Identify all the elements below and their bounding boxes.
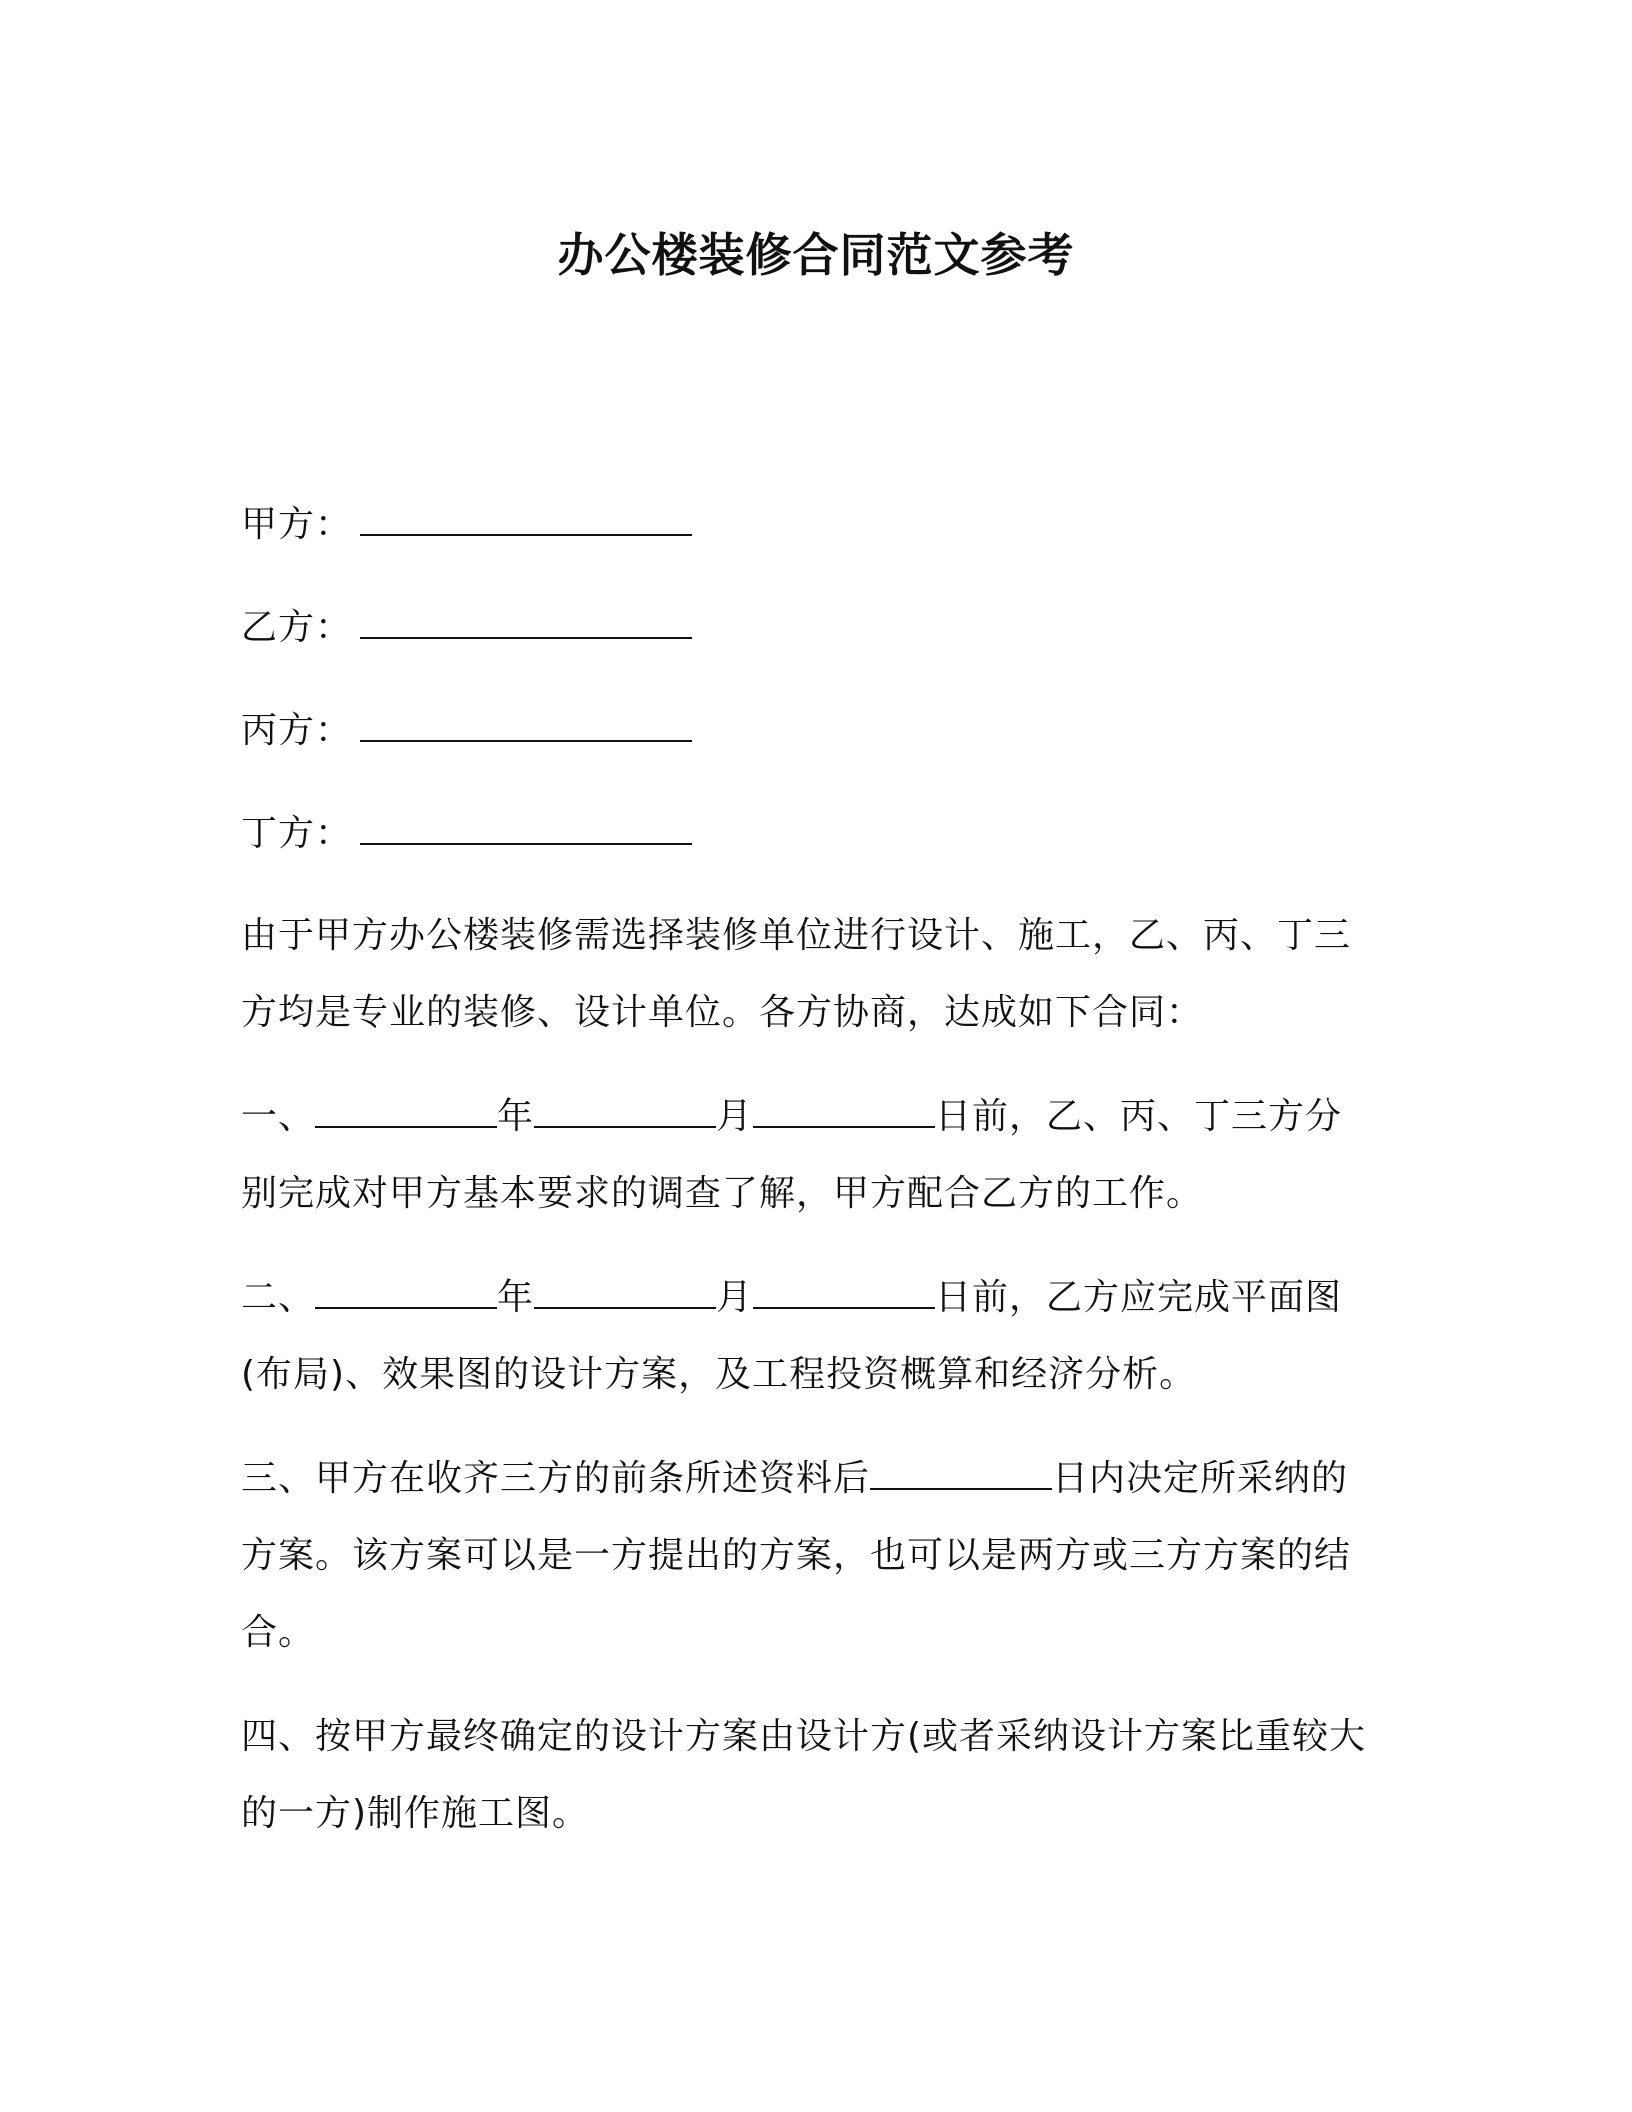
clause-3 <box>241 1440 1376 1671</box>
clause-2 <box>241 1259 1376 1413</box>
clause-1-day-blank <box>753 1094 935 1128</box>
party-c-blank <box>360 708 692 742</box>
party-a-line <box>241 495 692 555</box>
party-d-label: 丁方： <box>241 813 353 854</box>
intro-paragraph: 由于甲方办公楼装修需选择装修单位进行设计、施工，乙、丙、丁三方均是专业的装修、设计单位。各方协商，达成如下合同： <box>241 915 1352 1033</box>
party-b-line <box>241 598 692 658</box>
clause-2-prefix: 二、 <box>241 1277 316 1318</box>
clause-3-days-blank <box>870 1456 1052 1490</box>
clause-3-prefix: 三、甲方在收齐三方的前条所述资料后 <box>241 1458 871 1499</box>
party-b-label: 乙方： <box>241 607 353 648</box>
clause-2-day-blank <box>753 1275 935 1309</box>
clause-2-year-label: 年 <box>497 1277 535 1318</box>
party-c-line <box>241 701 692 761</box>
clause-2-year-blank <box>315 1275 497 1309</box>
party-a-label: 甲方： <box>241 504 353 545</box>
document-title: 办公楼装修合同范文参考 <box>557 228 1075 282</box>
clause-1-year-label: 年 <box>497 1096 535 1137</box>
clause-2-month-blank <box>534 1275 716 1309</box>
clause-1-prefix: 一、 <box>241 1096 316 1137</box>
party-b-blank <box>360 605 692 639</box>
clause-1-year-blank <box>315 1094 497 1128</box>
clause-2-month-label: 月 <box>716 1277 754 1318</box>
clause-2-rest: 日前，乙方应完成平面图(布局)、效果图的设计方案，及工程投资概算和经济分析。 <box>241 1277 1343 1395</box>
party-d-line <box>241 804 692 864</box>
party-d-blank <box>360 811 692 845</box>
clause-4: 四、按甲方最终确定的设计方案由设计方(或者采纳设计方案比重较大的一方)制作施工图。 <box>241 1716 1367 1834</box>
clause-1 <box>241 1078 1376 1232</box>
clause-1-rest: 日前，乙、丙、丁三方分别完成对甲方基本要求的调查了解，甲方配合乙方的工作。 <box>241 1096 1343 1214</box>
party-a-blank <box>360 502 692 536</box>
clause-1-month-label: 月 <box>716 1096 754 1137</box>
party-c-label: 丙方： <box>241 710 353 751</box>
clause-1-month-blank <box>534 1094 716 1128</box>
clause-3-rest: 日内决定所采纳的方案。该方案可以是一方提出的方案，也可以是两方或三方方案的结合。 <box>241 1458 1352 1653</box>
